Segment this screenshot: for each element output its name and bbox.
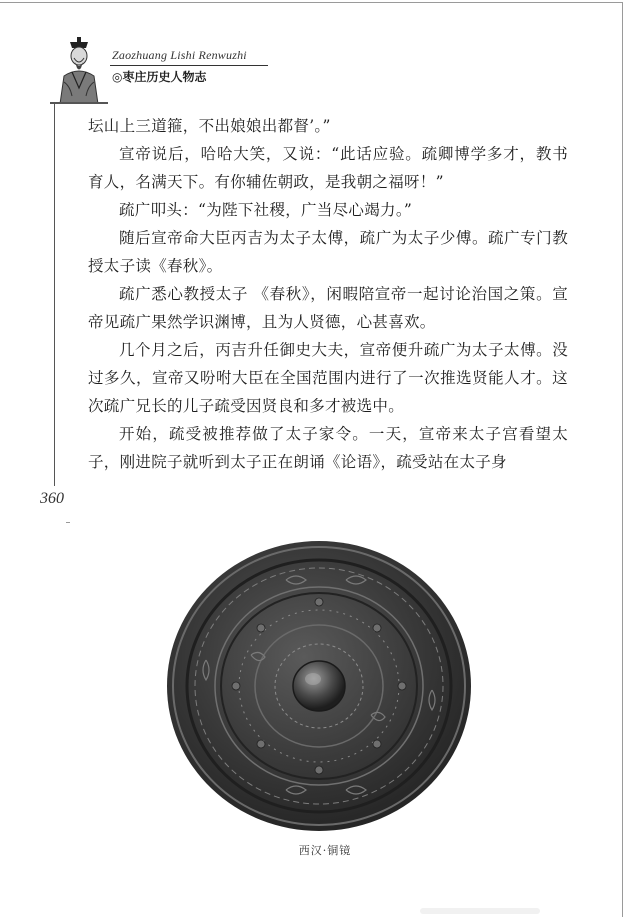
header-title-cn: ◎枣庄历史人物志	[112, 70, 207, 84]
paragraph: 疏广叩头：“为陛下社稷，广当尽心竭力。”	[119, 201, 413, 219]
page-smudge	[420, 908, 540, 914]
page-border-right	[622, 2, 623, 917]
scholar-figure-icon	[50, 36, 108, 104]
bronze-mirror-image	[166, 540, 472, 832]
paragraph: 坛山上三道箍，不出娘娘出都督’。”	[88, 117, 331, 135]
paragraph: 疏广悉心教授太子 《春秋》，闲暇陪宣帝一起讨论治国之策。宣帝见疏广果然学识渊博，且为人贤德，心甚喜欢。	[88, 285, 568, 331]
paragraph: 几个月之后，丙吉升任御史大夫，宣帝便升疏广为太子太傅。没过多久，宣帝又吩咐大臣在全国范围内进行了一次推选贤能人才。这次疏广兄长的儿子疏受因贤良和多才被选中。	[88, 341, 568, 415]
paragraph: 随后宣帝命大臣丙吉为太子太傅，疏广为太子少傅。疏广专门教授太子读《春秋》。	[88, 229, 568, 275]
header-title-en: Zaozhuang Lishi Renwuzhi	[112, 48, 247, 62]
figure-caption: 西汉·铜镜	[298, 844, 352, 857]
page-border-top	[0, 2, 623, 3]
body-text	[88, 112, 568, 476]
side-rule	[54, 104, 55, 486]
paragraph: 开始，疏受被推荐做了太子家令。一天，宣帝来太子宫看望太子，刚进院子就听到太子正在朗诵《论语》，疏受站在太子身	[88, 425, 568, 471]
page-number: 360	[40, 490, 64, 507]
margin-tick	[66, 522, 70, 523]
header-rule	[110, 65, 268, 66]
paragraph: 宣帝说后，哈哈大笑，又说：“此话应验。疏卿博学多才，教书育人，名满天下。有你辅佐朝政，是我朝之福呀！”	[88, 145, 568, 191]
